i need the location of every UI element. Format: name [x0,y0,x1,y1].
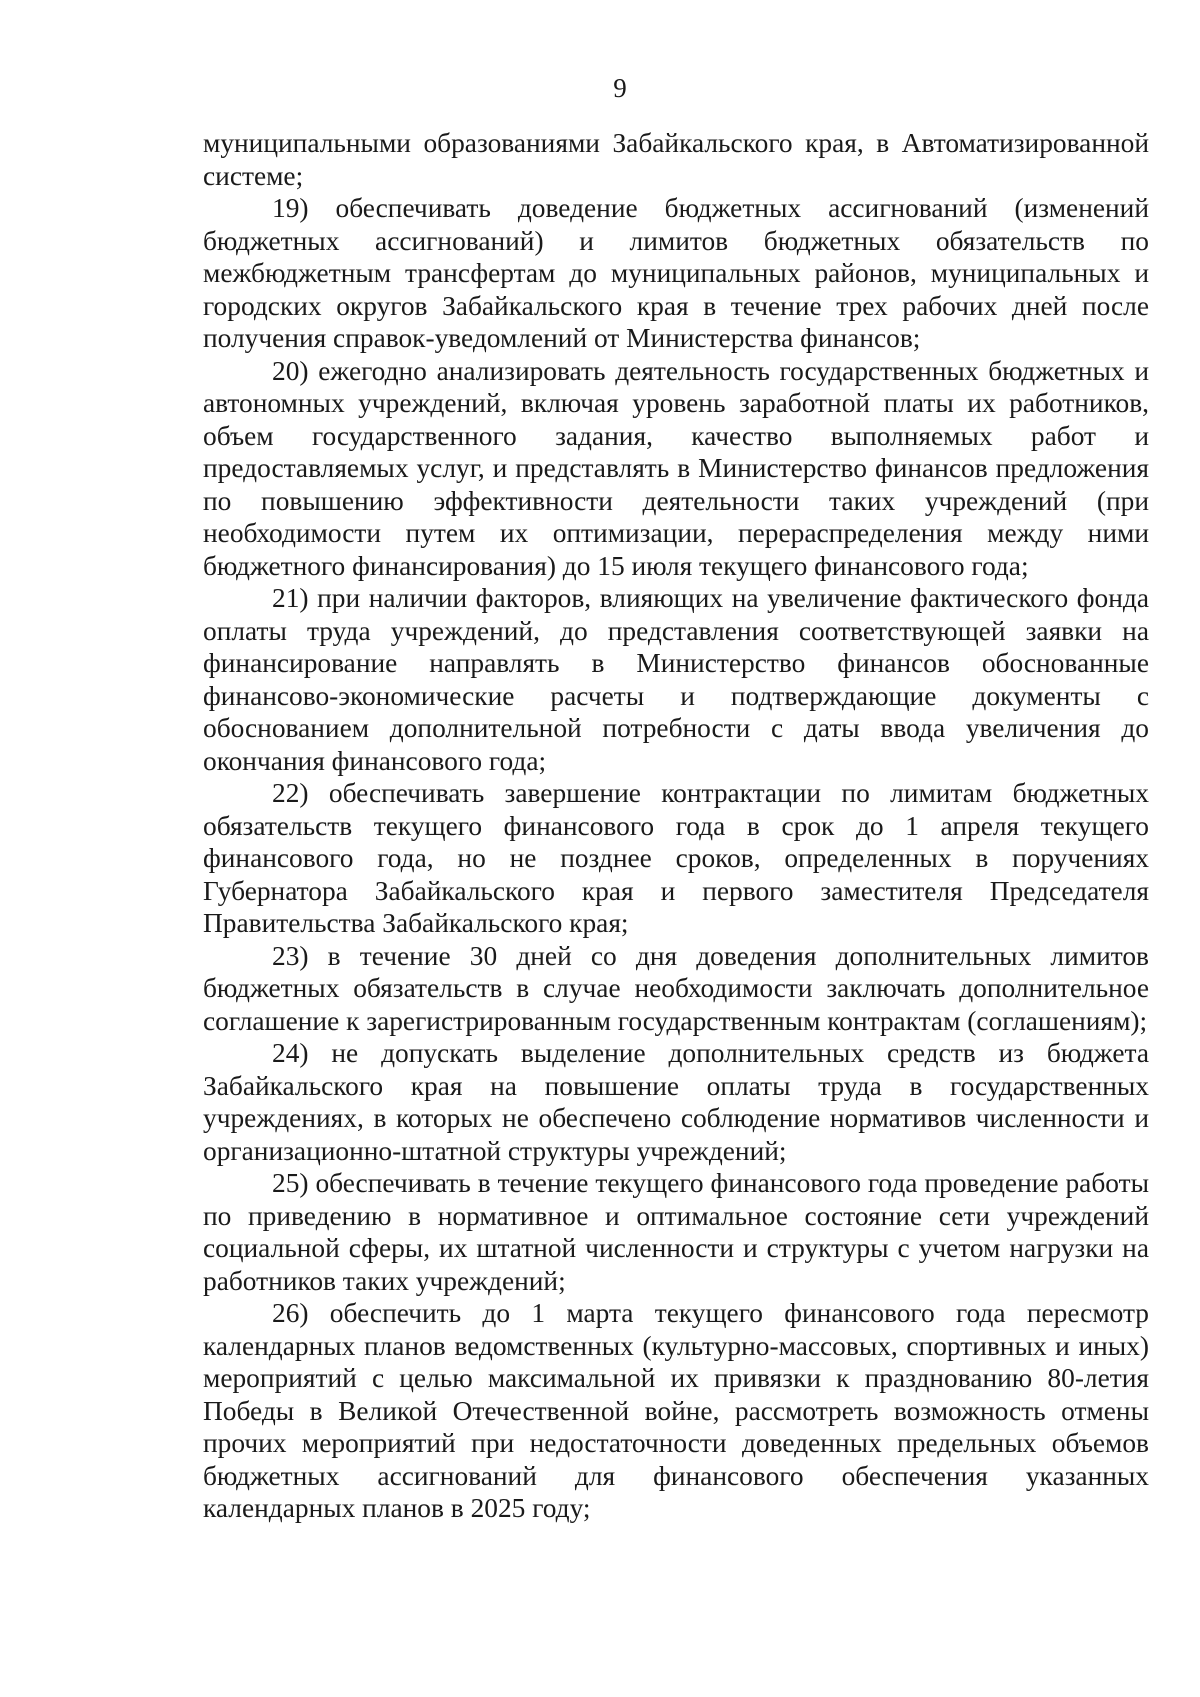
paragraph-item-23: 23) в течение 30 дней со дня доведения дополнительных лимитов бюджетных обязательств в случае необходимости заключать дополнительное соглашение к зарегистрированным государственным контрактам (соглашениям); [203,940,1149,1036]
page-number: 9 [613,73,627,103]
paragraph-item-20: 20) ежегодно анализировать деятельность государственных бюджетных и автономных учреждений, включая уровень заработной платы их работников, объем государственного задания, качество выполняемых работ и предоставляемых услуг, и представлять в Министерство финансов предложения по повышению эффективности деятельности таких учреждений (при необходимости путем их оптимизации, перераспределения между ними бюджетного финансирования) до 15 июля текущего финансового года; [203,355,1149,581]
paragraph-item-22: 22) обеспечивать завершение контрактации по лимитам бюджетных обязательств текущего финансового года в срок до 1 апреля текущего финансового года, но не позднее сроков, определенных в поручениях Губернатора Забайкальского края и первого заместителя Председателя Правительства Забайкальского края; [203,778,1149,938]
paragraph-continuation: муниципальными образованиями Забайкальского края, в Автоматизированной системе; [203,128,1149,191]
paragraph-item-21: 21) при наличии факторов, влияющих на увеличение фактического фонда оплаты труда учреждений, до представления соответствующей заявки на финансирование направлять в Министерство финансов обоснованные финансово-экономические расчеты и подтверждающие документы с обоснованием дополнительной потребности с даты ввода увеличения до окончания финансового года; [203,583,1149,776]
paragraph-item-25: 25) обеспечивать в течение текущего финансового года проведение работы по приведению в нормативное и оптимальное состояние сети учреждений социальной сферы, их штатной численности и структуры с учетом нагрузки на работников таких учреждений; [203,1168,1149,1296]
paragraph-item-26: 26) обеспечить до 1 марта текущего финансового года пересмотр календарных планов ведомственных (культурно-массовых, спортивных и иных) мероприятий с целью максимальной их привязки к празднованию 80-летия Победы в Великой Отечественной войне, рассмотреть возможность отмены прочих мероприятий при недостаточности доведенных предельных объемов бюджетных ассигнований для финансового обеспечения указанных календарных планов в 2025 году; [203,1298,1149,1523]
paragraph-item-24: 24) не допускать выделение дополнительных средств из бюджета Забайкальского края на повышение оплаты труда в государственных учреждениях, в которых не обеспечено соблюдение нормативов численности и организационно-штатной структуры учреждений; [203,1038,1149,1166]
document-body [203,127,1149,1525]
paragraph-item-19: 19) обеспечивать доведение бюджетных ассигнований (изменений бюджетных ассигнований) и лимитов бюджетных обязательств по межбюджетным трансфертам до муниципальных районов, муниципальных и городских округов Забайкальского края в течение трех рабочих дней после получения справок-уведомлений от Министерства финансов; [203,193,1149,353]
